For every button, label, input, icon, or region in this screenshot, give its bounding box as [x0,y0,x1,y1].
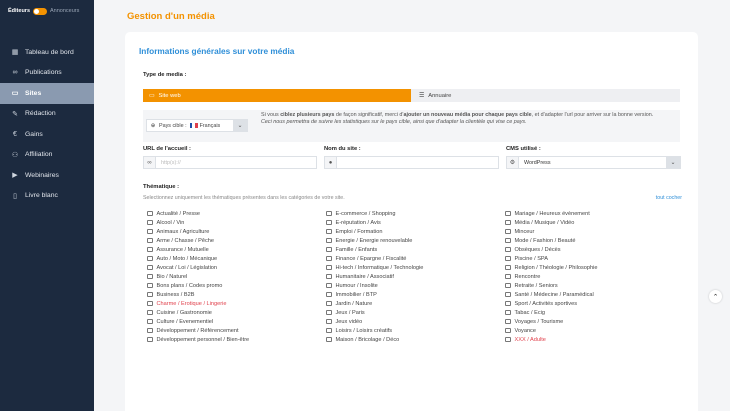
theme-checkbox[interactable] [326,236,423,245]
theme-checkbox[interactable] [505,218,597,227]
theme-label: Assurance / Mutuelle [156,246,209,253]
theme-checkbox[interactable] [147,317,249,326]
checkbox-square[interactable] [326,229,332,235]
checkbox-square[interactable] [505,292,511,298]
checkbox-square[interactable] [147,247,153,253]
theme-checkbox[interactable] [147,236,249,245]
checkbox-square[interactable] [147,265,153,271]
theme-checkbox[interactable] [505,236,597,245]
checkbox-square[interactable] [326,283,332,289]
theme-label: Obsèques / Décès [514,246,561,253]
theme-label: Santé / Médecine / Paramédical [514,291,594,298]
url-label: URL de l'accueil : [143,146,191,152]
globe-icon: ⊕ [150,122,156,129]
help-text-italic: Ceci nous permettra de suivre les statistiques sur le pays cible, ainsi que d'adapter la clientèle qui vise ce pays. [261,119,527,126]
monitor-icon: ▭ [149,92,155,99]
checkbox-square[interactable] [147,211,153,217]
sidebar-item-redaction[interactable] [0,104,94,125]
checkbox-square[interactable] [326,310,332,316]
checkbox-square[interactable] [326,211,332,217]
checkbox-square[interactable] [147,256,153,262]
checkbox-square[interactable] [147,310,153,316]
euro-icon: € [13,130,17,138]
theme-checkbox[interactable] [505,272,597,281]
theme-checkbox[interactable] [326,308,423,317]
theme-label: Tabac / Ecig [514,309,545,316]
checkbox-square[interactable] [147,220,153,226]
checkbox-square[interactable] [505,328,511,334]
globe-icon: ● [325,157,337,168]
theme-label: Cuisine / Gastronomie [156,309,212,316]
checkbox-square[interactable] [147,319,153,325]
theme-checkbox[interactable] [326,335,423,344]
sidebar-item-label: Rédaction [25,110,56,118]
theme-checkbox[interactable] [505,281,597,290]
theme-label: Loisirs / Loisirs créatifs [335,327,393,334]
dashboard-icon: ▦ [11,49,19,57]
theme-checkbox[interactable] [326,290,423,299]
monitor-icon: ▭ [11,90,19,98]
theme-label: Hi-tech / Informatique / Technologie [335,264,424,271]
theme-checkbox[interactable] [505,317,597,326]
theme-checkbox[interactable] [326,272,423,281]
role-toggle[interactable] [33,8,47,15]
card-title: Informations générales sur votre média [139,46,295,56]
country-panel [143,110,680,142]
page-title: Gestion d'un média [127,11,215,22]
themes-hint: Selectionnez uniquement les thématiques présentes dans les catégories de votre site. [143,195,345,201]
theme-label: Charme / Erotique / Lingerie [156,300,227,307]
checkbox-square[interactable] [505,319,511,325]
sidebar-item-livre-blanc[interactable] [0,186,94,207]
theme-label: Voyages / Tourisme [514,318,564,325]
link-icon: ∞ [12,69,18,77]
media-type-site-web[interactable] [143,89,411,102]
help-text-part: Si vous [261,112,281,118]
theme-label: Piscine / SPA [514,255,548,262]
sidebar-item-tableau-de-bord[interactable] [0,42,94,63]
site-name-label: Nom du site : [324,146,361,152]
theme-label: Sport / Activités sportives [514,300,577,307]
checkbox-square[interactable] [505,229,511,235]
sidebar-item-label: Livre blanc [25,192,58,200]
sidebar-item-gains[interactable] [0,124,94,145]
gear-icon: ⚙ [507,157,519,168]
scroll-top-button[interactable] [709,290,722,303]
help-text-part: de façon significatif, merci d' [334,112,404,118]
sidebar-item-label: Publications [25,69,62,77]
theme-label: Humour / Insolite [335,282,378,289]
theme-checkbox[interactable] [505,290,597,299]
country-label: Pays cible : [159,122,187,129]
checkbox-square[interactable] [326,319,332,325]
theme-checkbox[interactable] [326,245,423,254]
checkbox-square[interactable] [505,310,511,316]
checkbox-square[interactable] [505,256,511,262]
theme-label: Développement / Référencement [156,327,239,334]
checkbox-square[interactable] [147,229,153,235]
theme-label: Bio / Naturel [156,273,188,280]
theme-checkbox[interactable] [505,335,597,344]
country-value: Français [199,122,221,129]
checkbox-square[interactable] [505,220,511,226]
sidebar-item-webinaires[interactable] [0,165,94,186]
checkbox-square[interactable] [147,283,153,289]
theme-label: Mariage / Heureux évènement [514,210,590,217]
sidebar-nav [0,42,94,206]
media-type-annuaire-label: Annuaire [428,92,452,99]
checkbox-square[interactable] [505,301,511,307]
theme-label: Immobilier / BTP [335,291,377,298]
checkbox-square[interactable] [326,301,332,307]
checkbox-square[interactable] [505,283,511,289]
theme-checkbox[interactable] [326,299,423,308]
checkbox-square[interactable] [326,328,332,334]
theme-label: Jardin / Nature [335,300,373,307]
theme-checkbox[interactable] [326,281,423,290]
book-icon: ▯ [13,192,17,200]
youtube-icon: ▶ [12,172,18,180]
checkbox-square[interactable] [147,328,153,334]
checkbox-square[interactable] [505,337,511,343]
theme-label: Mode / Fashion / Beauté [514,237,576,244]
theme-label: Jeux / Paris [335,309,365,316]
theme-label: Rencontre [514,273,541,280]
url-input[interactable] [143,156,317,169]
theme-label: Jeux vidéo [335,318,363,325]
help-text-bold: ajouter un nouveau média pour chaque pays cible [403,112,532,118]
theme-label: Maison / Bricolage / Déco [335,336,400,343]
theme-checkbox[interactable] [505,308,597,317]
help-text-bold: ciblez plusieurs pays [280,112,335,118]
theme-checkbox[interactable] [147,335,249,344]
theme-label: Développement personnel / Bien-être [156,336,250,343]
theme-label: Energie / Energie renouvelable [335,237,413,244]
checkbox-square[interactable] [505,274,511,280]
theme-label: Arme / Chasse / Pêche [156,237,215,244]
media-form-card [125,32,698,411]
themes-column-2 [326,209,423,344]
theme-checkbox[interactable] [505,299,597,308]
check-all-link[interactable]: tout cocher [655,195,682,201]
theme-checkbox[interactable] [147,272,249,281]
cms-value: WordPress [524,159,551,166]
theme-checkbox[interactable] [326,209,423,218]
theme-label: Retraite / Seniors [514,282,558,289]
theme-checkbox[interactable] [505,227,597,236]
cms-select[interactable] [506,156,681,169]
theme-checkbox[interactable] [505,245,597,254]
chevron-down-icon[interactable]: ⌄ [666,157,680,168]
theme-label: Voyance [514,327,536,334]
theme-label: XXX / Adulte [514,336,546,343]
checkbox-square[interactable] [326,292,332,298]
checkbox-square[interactable] [147,301,153,307]
theme-checkbox[interactable] [505,263,597,272]
theme-label: Animaux / Agriculture [156,228,210,235]
theme-label: Bons plans / Codes promo [156,282,223,289]
checkbox-square[interactable] [147,292,153,298]
checkbox-square[interactable] [326,265,332,271]
theme-label: Avocat / Loi / Législation [156,264,218,271]
theme-label: Emploi / Formation [335,228,383,235]
theme-checkbox[interactable] [326,326,423,335]
checkbox-square[interactable] [326,238,332,244]
checkbox-square[interactable] [326,256,332,262]
toggle-label-editeurs: Éditeurs [8,8,31,14]
country-help-text [261,112,675,127]
theme-label: Média / Musique / Vidéo [514,219,575,226]
theme-checkbox[interactable] [147,254,249,263]
country-select[interactable] [146,119,248,132]
theme-checkbox[interactable] [505,209,597,218]
theme-checkbox[interactable] [326,218,423,227]
toggle-label-annonceurs: Annonceurs [50,8,80,14]
list-icon: ☰ [419,92,425,99]
checkbox-square[interactable] [505,265,511,271]
theme-label: E-réputation / Avis [335,219,381,226]
theme-checkbox[interactable] [147,326,249,335]
media-type-annuaire[interactable] [411,89,680,102]
theme-checkbox[interactable] [505,254,597,263]
checkbox-square[interactable] [147,274,153,280]
sidebar-item-publications[interactable] [0,63,94,84]
checkbox-square[interactable] [326,337,332,343]
theme-checkbox[interactable] [505,326,597,335]
theme-checkbox[interactable] [326,254,423,263]
theme-label: Minceur [514,228,535,235]
themes-label: Thématique : [143,184,180,190]
theme-checkbox[interactable] [147,245,249,254]
theme-checkbox[interactable] [147,290,249,299]
pencil-icon: ✎ [12,110,18,118]
checkbox-square[interactable] [326,220,332,226]
checkbox-square[interactable] [505,247,511,253]
theme-checkbox[interactable] [326,317,423,326]
checkbox-square[interactable] [505,211,511,217]
chevron-up-icon: ⌃ [712,293,719,301]
sidebar-item-label: Sites [25,89,42,97]
checkbox-square[interactable] [326,274,332,280]
url-placeholder: http(s):// [161,159,181,166]
theme-checkbox[interactable] [147,209,249,218]
theme-label: E-commerce / Shopping [335,210,396,217]
network-icon: ⚇ [11,151,19,159]
checkbox-square[interactable] [326,247,332,253]
link-icon: ∞ [144,157,156,168]
help-text-part: , et d'adapter l'url pour arriver sur la bonne version. [531,112,654,118]
chevron-down-icon[interactable]: ⌄ [233,120,247,131]
role-toggle-row [0,0,94,22]
theme-label: Alcool / Vin [156,219,185,226]
theme-label: Actualité / Presse [156,210,201,217]
theme-label: Culture / Evenementiel [156,318,214,325]
france-flag-icon [190,123,198,128]
checkbox-square[interactable] [505,238,511,244]
theme-checkbox[interactable] [147,218,249,227]
theme-label: Religion / Théologie / Philosophie [514,264,598,271]
theme-checkbox[interactable] [326,263,423,272]
media-type-site-web-label: Site web [158,92,181,99]
themes-column-3 [505,209,597,344]
theme-checkbox[interactable] [326,227,423,236]
sidebar-item-affiliation[interactable] [0,145,94,166]
sidebar-item-label: Affiliation [25,151,53,159]
media-type-label: Type de media : [143,72,187,78]
theme-label: Business / B2B [156,291,195,298]
theme-checkbox[interactable] [147,281,249,290]
checkbox-square[interactable] [147,238,153,244]
theme-checkbox[interactable] [147,299,249,308]
sidebar-item-label: Tableau de bord [25,48,74,56]
theme-label: Auto / Moto / Mécanique [156,255,218,262]
sidebar-item-sites[interactable] [0,83,94,104]
cms-label: CMS utilisé : [506,146,541,152]
site-name-input[interactable] [324,156,499,169]
sidebar-item-label: Gains [25,130,43,138]
sidebar [0,0,94,411]
themes-column-1 [147,209,249,344]
theme-checkbox[interactable] [147,308,249,317]
theme-checkbox[interactable] [147,263,249,272]
theme-checkbox[interactable] [147,227,249,236]
checkbox-square[interactable] [147,337,153,343]
sidebar-item-label: Webinaires [25,171,59,179]
theme-label: Finance / Epargne / Fiscalité [335,255,407,262]
theme-label: Humanitaire / Associatif [335,273,394,280]
theme-label: Famille / Enfants [335,246,378,253]
